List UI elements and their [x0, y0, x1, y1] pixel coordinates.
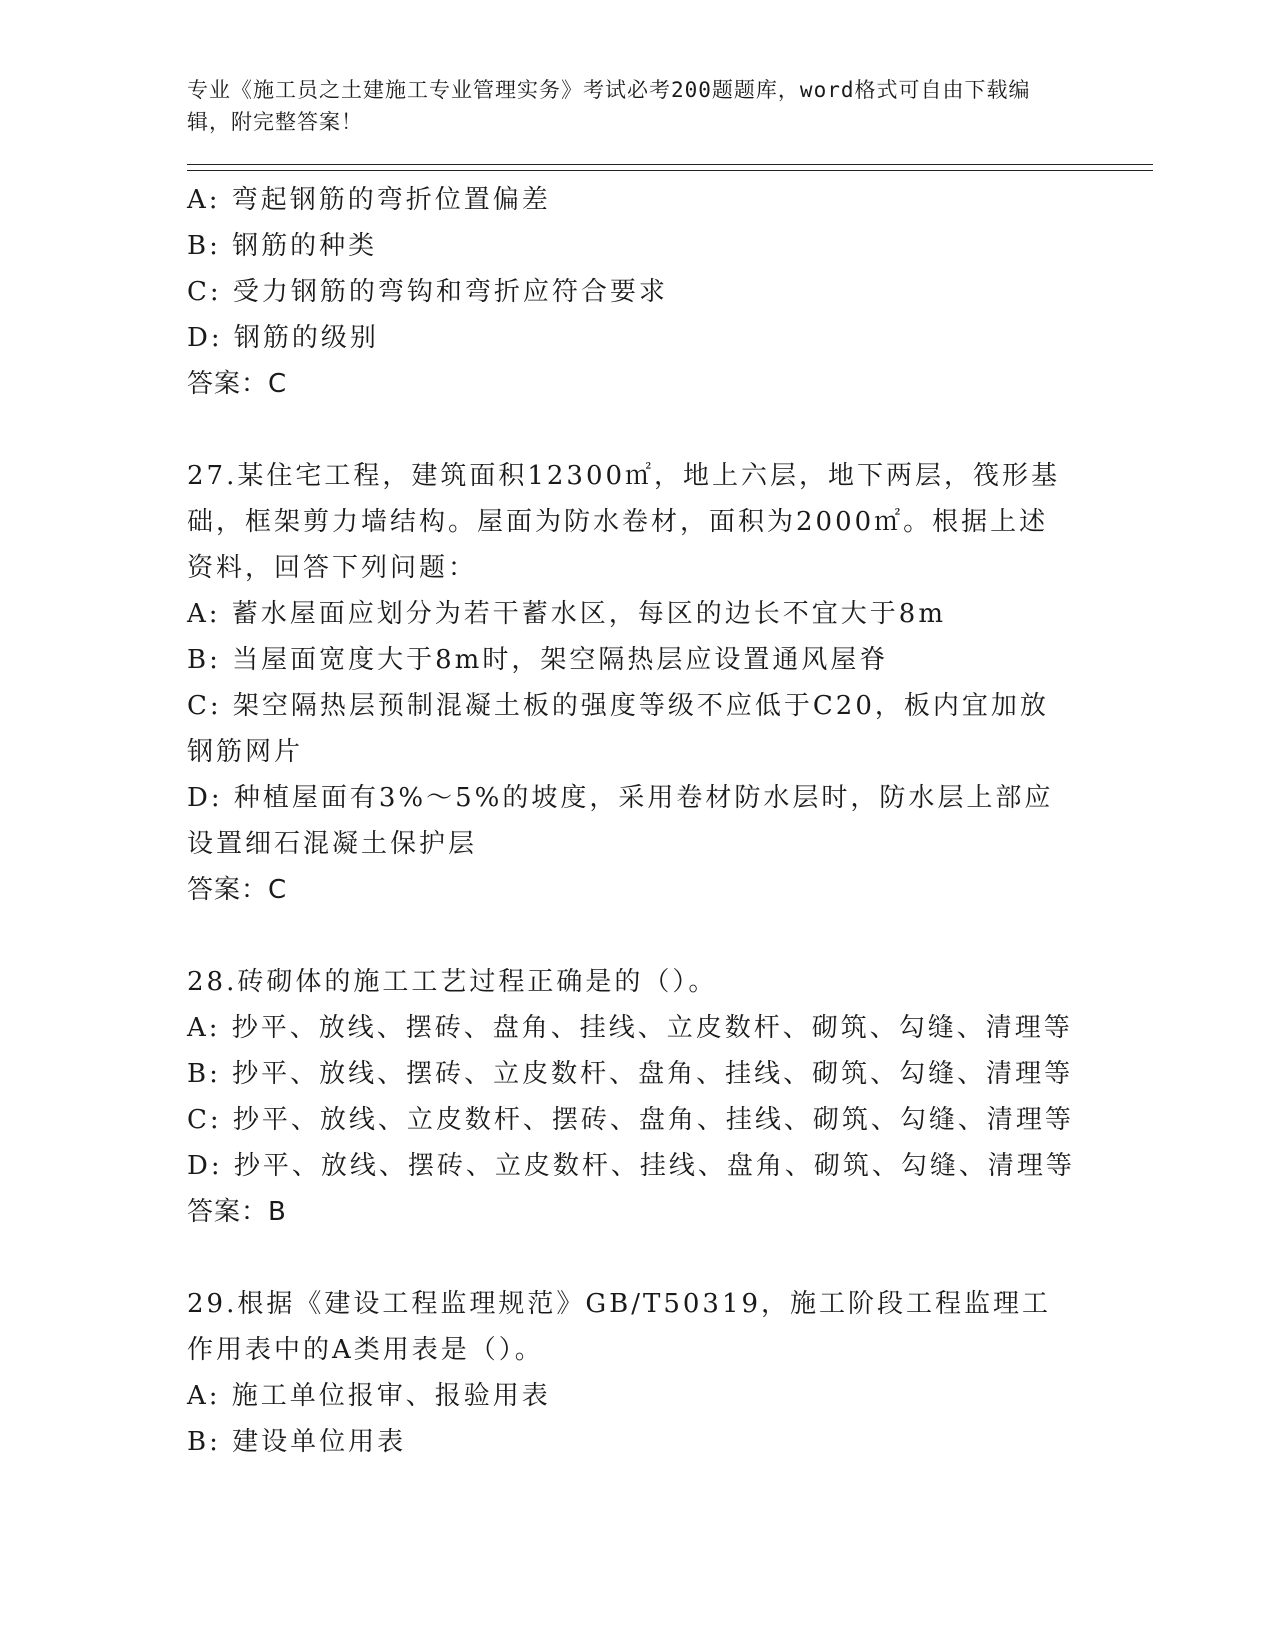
question-stem: 28.砖砌体的施工工艺过程正确是的（）。 — [187, 967, 718, 997]
spacer — [187, 913, 1157, 959]
option-c: C: 抄平、放线、立皮数杆、摆砖、盘角、挂线、砌筑、勾缝、清理等 — [187, 1105, 1074, 1135]
option-a: A: 蓄水屋面应划分为若干蓄水区，每区的边长不宜大于8m — [187, 599, 946, 629]
question-block-28 — [187, 959, 1157, 1235]
option-d: D: 种植屋面有3%～5%的坡度，采用卷材防水层时，防水层上部应设置细石混凝土保护层 — [187, 783, 1054, 859]
option-b: B: 当屋面宽度大于8m时，架空隔热层应设置通风屋脊 — [187, 645, 889, 675]
spacer — [187, 1235, 1157, 1281]
question-stem: 27.某住宅工程，建筑面积12300㎡，地上六层，地下两层，筏形基础，框架剪力墙结构。屋面为防水卷材，面积为2000㎡。根据上述资料，回答下列问题： — [187, 461, 1061, 583]
option-b: B: 建设单位用表 — [187, 1427, 407, 1457]
document-header: 专业《施工员之土建施工专业管理实务》考试必考200题题库，word格式可自由下载编辑，附完整答案！ — [187, 78, 1031, 134]
document-page — [187, 74, 1157, 1465]
option-a: A: 抄平、放线、摆砖、盘角、挂线、立皮数杆、砌筑、勾缝、清理等 — [187, 1013, 1073, 1043]
option-a: A: 弯起钢筋的弯折位置偏差 — [187, 185, 551, 215]
option-c: C: 架空隔热层预制混凝土板的强度等级不应低于C20，板内宜加放钢筋网片 — [187, 691, 1049, 767]
option-c: C: 受力钢筋的弯钩和弯折应符合要求 — [187, 277, 668, 307]
question-block-27 — [187, 453, 1157, 913]
option-d: D: 钢筋的级别 — [187, 323, 379, 353]
answer: 答案：C — [187, 369, 288, 399]
question-stem: 29.根据《建设工程监理规范》GB/T50319，施工阶段工程监理工作用表中的A类用表是（）。 — [187, 1289, 1052, 1365]
header-divider — [187, 164, 1153, 171]
option-d: D: 抄平、放线、摆砖、立皮数杆、挂线、盘角、砌筑、勾缝、清理等 — [187, 1151, 1075, 1181]
option-a: A: 施工单位报审、报验用表 — [187, 1381, 551, 1411]
question-block-29 — [187, 1281, 1157, 1465]
option-b: B: 抄平、放线、摆砖、立皮数杆、盘角、挂线、砌筑、勾缝、清理等 — [187, 1059, 1074, 1089]
option-b: B: 钢筋的种类 — [187, 231, 378, 261]
question-block-26 — [187, 177, 1157, 407]
answer: 答案：C — [187, 875, 288, 905]
spacer — [187, 407, 1157, 453]
answer: 答案：B — [187, 1197, 287, 1227]
